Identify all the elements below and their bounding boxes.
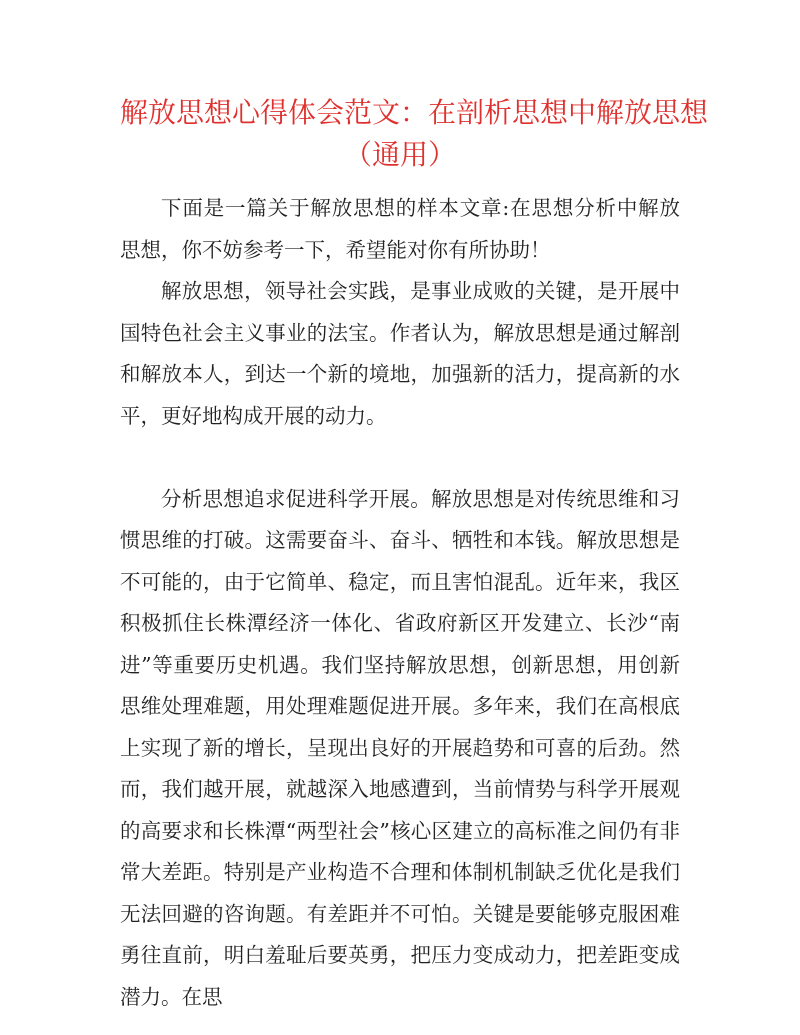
document-title <box>120 92 709 176</box>
paragraph-3: 分析思想追求促进科学开展。解放思想是对传统思维和习惯思维的打破。这需要奋斗、奋斗、牺牲和本钱。解放思想是不可能的，由于它简单、稳定，而且害怕混乱。近年来，我区积极抓住长株潭经济一体化、省政府新区开发建立、长沙“南进”等重要历史机遇。我们坚持解放思想，创新思想，用创新思维处理难题，用处理难题促进开展。多年来，我们在高根底上实现了新的增长，呈现出良好的开展趋势和可喜的后劲。然而，我们越开展，就越深入地感遭到，当前情势与科学开展观的高要求和长株潭“两型社会”核心区建立的高标准之间仍有非常大差距。特别是产业构造不合理和体制机制缺乏优化是我们无法回避的咨询题。有差距并不可怕。关键是要能够克服困难勇往直前，明白羞耻后要英勇，把压力变成动力，把差距变成潜力。在思 <box>120 486 680 1009</box>
document-body <box>120 188 680 1018</box>
title-line-2: （通用） <box>343 138 456 171</box>
paragraph-intro: 下面是一篇关于解放思想的样本文章:在思想分析中解放思想，你不妨参考一下，希望能对你有所协助！ <box>120 196 680 262</box>
title-line-1: 解放思想心得体会范文：在剖析思想中解放思想 <box>120 96 709 129</box>
document-content <box>120 92 709 1018</box>
paragraph-2: 解放思想，领导社会实践，是事业成败的关键，是开展中国特色社会主义事业的法宝。作者认为，解放思想是通过解剖和解放本人，到达一个新的境地，加强新的活力，提高新的水平，更好地构成开展的动力。 <box>120 279 680 428</box>
